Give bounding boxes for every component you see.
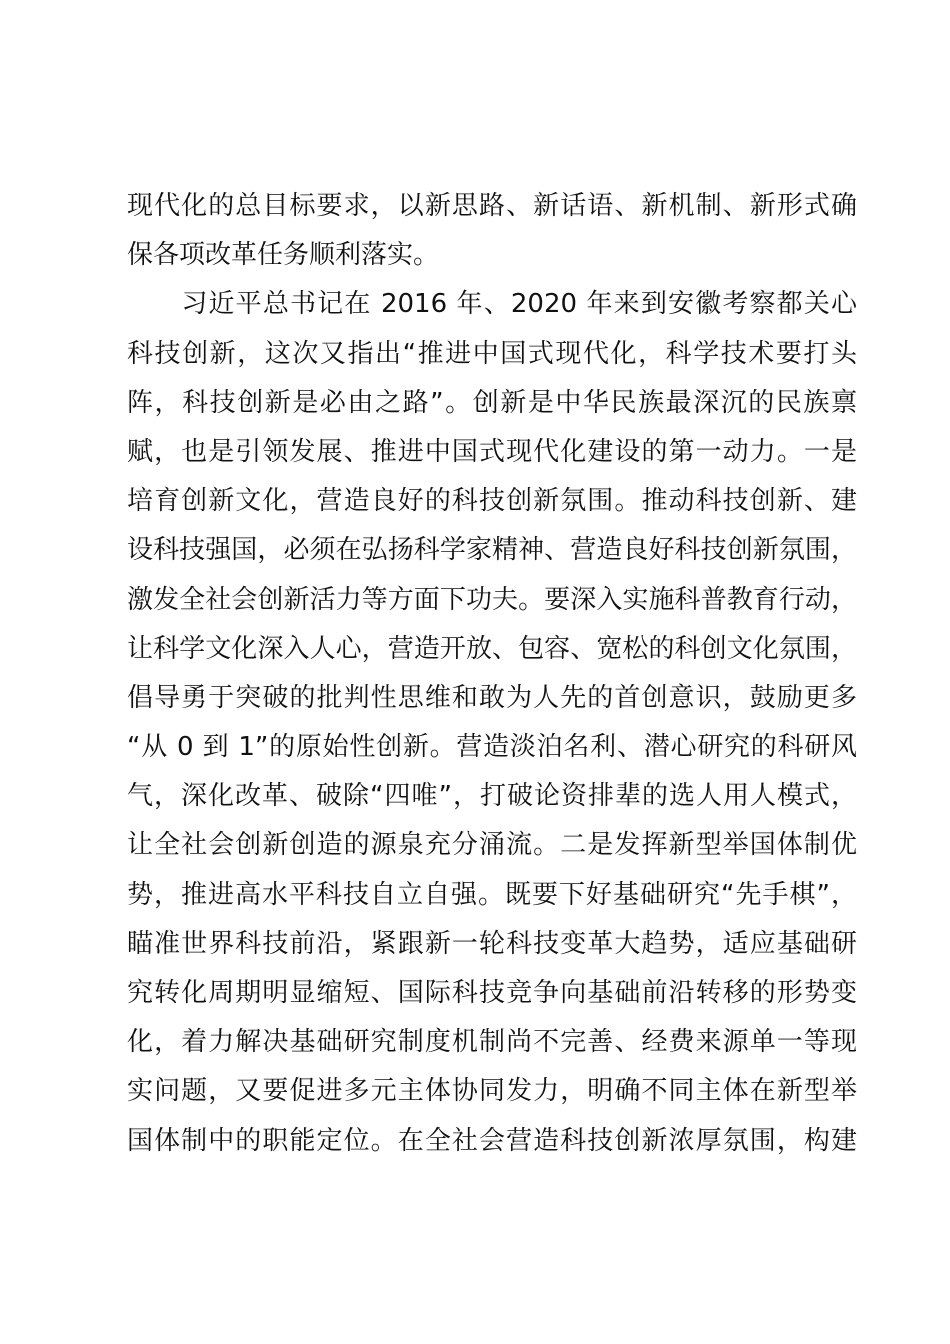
text-line: 激发全社会创新活力等方面下功夫。要深入实施科普教育行动， (127, 584, 857, 615)
text-line: 气，深化改革、破除“四唯”，打破论资排辈的选人用人模式， (127, 781, 857, 812)
text-line: 科技创新，这次又指出“推进中国式现代化，科学技术要打头 (127, 338, 857, 369)
text-line: 瞄准世界科技前沿，紧跟新一轮科技变革大趋势，适应基础研 (127, 928, 857, 959)
text-line: 阵，科技创新是必由之路”。创新是中华民族最深沉的民族禀 (127, 387, 857, 418)
text-line: 现代化的总目标要求，以新思路、新话语、新机制、新形式确 (127, 191, 857, 221)
text-line: 培育创新文化，营造良好的科技创新氛围。推动科技创新、建 (127, 486, 857, 517)
text-line: 倡导勇于突破的批判性思维和敢为人先的首创意识，鼓励更多 (127, 682, 857, 713)
text-line: 习近平总书记在 2016 年、2020 年来到安徽考察都关心 (127, 289, 857, 320)
text-line: 设科技强国，必须在弘扬科学家精神、营造良好科技创新氛围， (127, 535, 857, 566)
text-line: 让科学文化深入人心，营造开放、包容、宽松的科创文化氛围， (127, 633, 857, 664)
text-line: 保各项改革任务顺利落实。 (127, 240, 440, 271)
text-line: 势，推进高水平科技自立自强。既要下好基础研究“先手棋”， (127, 879, 857, 910)
text-line: 究转化周期明显缩短、国际科技竞争向基础前沿转移的形势变 (127, 978, 857, 1008)
text-line: 化，着力解决基础研究制度机制尚不完善、经费来源单一等现 (127, 1027, 857, 1058)
text-line: 实问题，又要促进多元主体协同发力，明确不同主体在新型举 (127, 1076, 857, 1107)
text-line: 赋，也是引领发展、推进中国式现代化建设的第一动力。一是 (127, 436, 857, 467)
body-text (127, 182, 857, 1166)
text-line: 国体制中的职能定位。在全社会营造科技创新浓厚氛围，构建 (127, 1125, 857, 1156)
text-line: 让全社会创新创造的源泉充分涌流。二是发挥新型举国体制优 (127, 830, 857, 861)
text-line: “从 0 到 1”的原始性创新。营造淡泊名利、潜心研究的科研风 (127, 732, 857, 763)
